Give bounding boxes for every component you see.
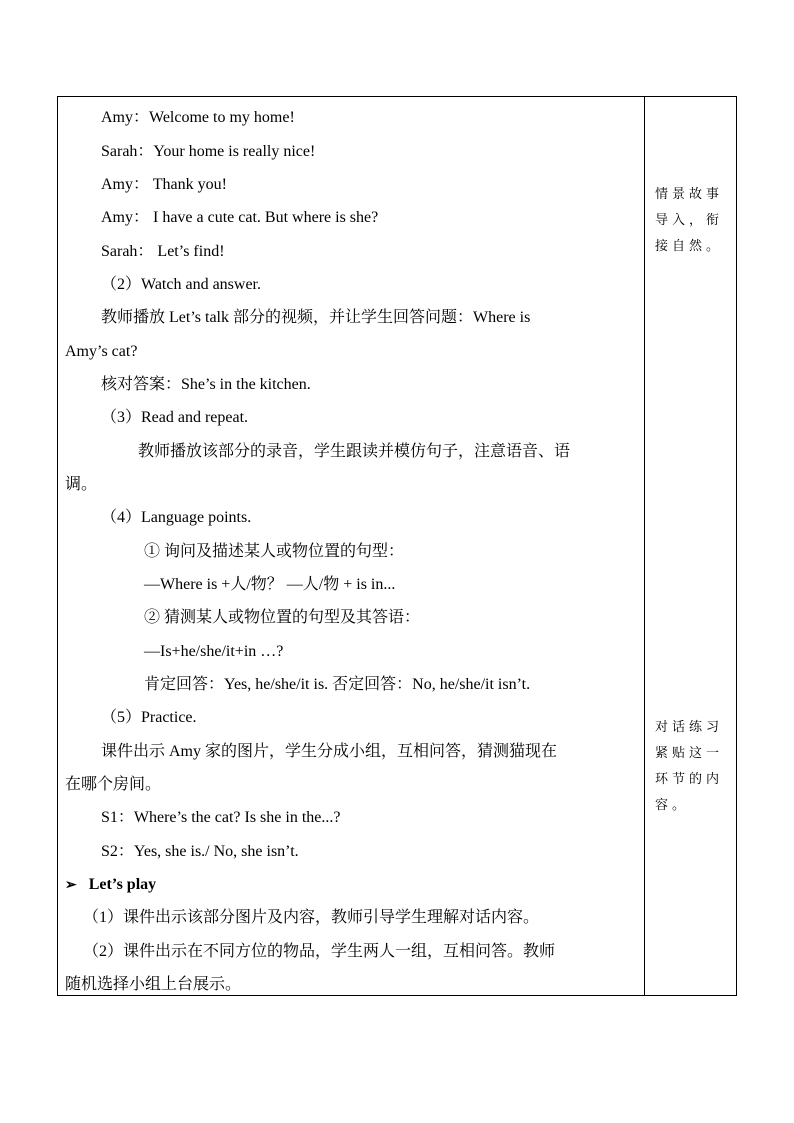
language-point: ② 猜测某人或物位置的句型及其答语： [144, 609, 421, 626]
step-heading: （2）Watch and answer. [101, 276, 262, 293]
dialog-line: S1：Where’s the cat? Is she in the...? [101, 809, 341, 826]
lesson-plan-table [57, 96, 737, 996]
paragraph-line: 教师播放该部分的录音，学生跟读并模仿句子，注意语音、语 [138, 443, 571, 460]
column-divider [644, 97, 645, 995]
paragraph-line: 教师播放 Let’s talk 部分的视频，并让学生回答问题：Where is [101, 309, 531, 326]
paragraph-line: 随机选择小组上台展示。 [65, 976, 242, 993]
paragraph-line: 核对答案：She’s in the kitchen. [101, 376, 311, 393]
language-point: 肯定回答：Yes, he/she/it is. 否定回答：No, he/she/it isn’t. [144, 676, 531, 693]
language-point: ① 询问及描述某人或物位置的句型： [144, 543, 405, 560]
step-heading: （3）Read and repeat. [101, 409, 249, 426]
step-heading: （4）Language points. [101, 509, 252, 526]
dialog-line: S2：Yes, she is./ No, she isn’t. [101, 843, 299, 860]
step-heading: （5）Practice. [101, 709, 197, 726]
section-title: Let’s play [88, 876, 157, 893]
section-heading [65, 875, 156, 896]
dialog-line: Amy： Thank you! [101, 176, 227, 193]
dialog-line: Sarah： Let’s find! [101, 243, 225, 260]
paragraph-line: 调。 [65, 476, 98, 493]
side-note: 对话练习紧贴这一环节的内容。 [655, 719, 724, 812]
arrow-bullet-icon: ➢ [65, 878, 77, 893]
paragraph-line: Amy’s cat? [65, 343, 138, 360]
side-note: 情景故事导入，衔接自然。 [655, 186, 724, 253]
paragraph-line: （1）课件出示该部分图片及内容，教师引导学生理解对话内容。 [83, 909, 540, 926]
language-point: —Is+he/she/it+in …? [144, 643, 284, 660]
dialog-line: Amy： I have a cute cat. But where is she? [101, 209, 379, 226]
language-point: —Where is +人/物？ —人/物 + is in... [144, 576, 396, 593]
paragraph-line: 课件出示 Amy 家的图片，学生分成小组，互相问答，猜测猫现在 [101, 743, 558, 760]
paragraph-line: 在哪个房间。 [65, 776, 162, 793]
dialog-line: Amy：Welcome to my home! [101, 109, 295, 126]
paragraph-line: （2）课件出示在不同方位的物品，学生两人一组，互相问答。教师 [83, 943, 556, 960]
dialog-line: Sarah：Your home is really nice! [101, 143, 316, 160]
